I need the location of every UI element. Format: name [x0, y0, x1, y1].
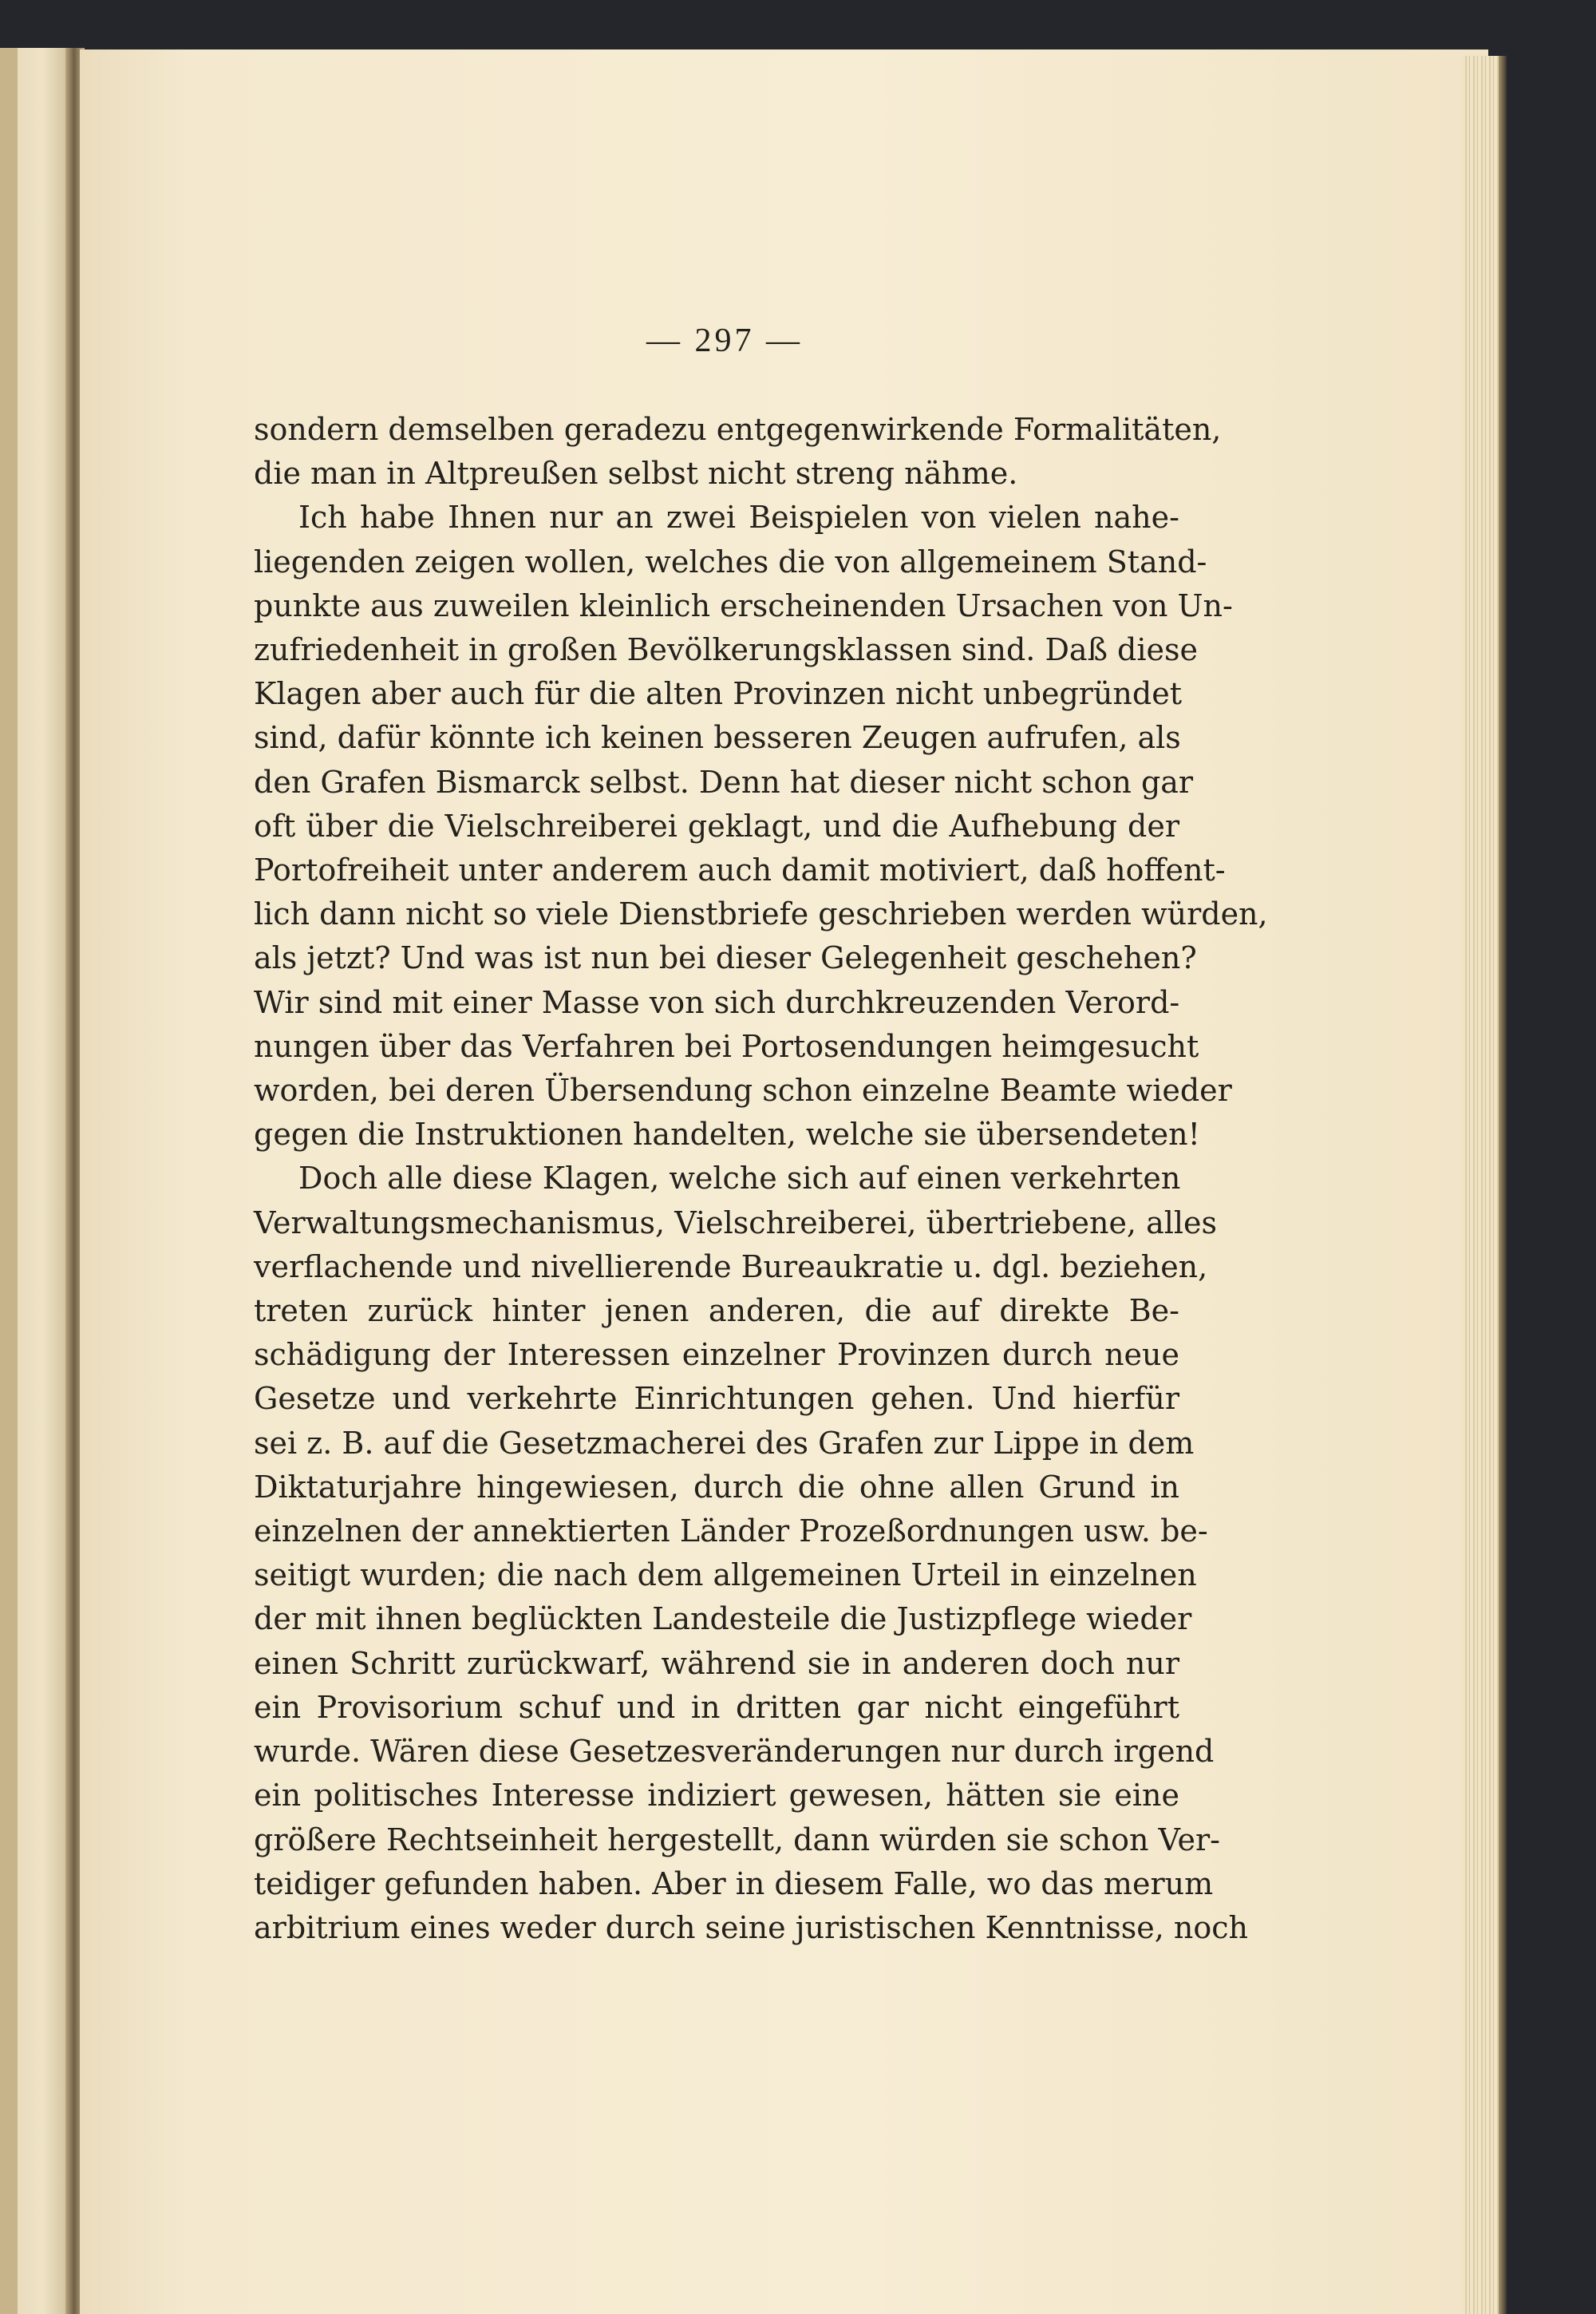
text-line: verflachende und nivellierende Bureaukratie u. dgl. beziehen, [254, 1248, 1208, 1284]
text-line: Ich habe Ihnen nur an zwei Beispielen von vielen nahe- [298, 500, 1179, 536]
text-line: ein politisches Interesse indiziert gewesen, hätten sie eine [254, 1778, 1179, 1814]
text-line: Doch alle diese Klagen, welche sich auf einen verkehrten [298, 1161, 1181, 1197]
page-edge-shadow [1499, 56, 1507, 2314]
text-line: punkte aus zuweilen kleinlich erscheinenden Ursachen von Un- [254, 587, 1233, 623]
text-line: als jetzt? Und was ist nun bei dieser Gelegenheit geschehen? [254, 940, 1197, 976]
text-line: größere Rechtseinheit hergestellt, dann würden sie schon Ver- [254, 1822, 1221, 1857]
text-line: einen Schritt zurückwarf, während sie in anderen doch nur [254, 1645, 1179, 1681]
paragraph [254, 1157, 1248, 1950]
text-line: schädigung der Interessen einzelner Provinzen durch neue [254, 1337, 1179, 1373]
text-line: liegenden zeigen wollen, welches die von allgemeinem Stand- [254, 544, 1207, 579]
text-line: seitigt wurden; die nach dem allgemeinen Urteil in einzelnen [254, 1557, 1197, 1593]
left-page-margin [0, 48, 18, 2314]
text-line: worden, bei deren Übersendung schon einzelne Beamte wieder [254, 1073, 1232, 1109]
text-line: ein Provisorium schuf und in dritten gar nicht eingeführt [254, 1689, 1179, 1725]
text-line: die man in Altpreußen selbst nicht streng nähme. [254, 456, 1018, 492]
text-line: lich dann nicht so viele Dienstbriefe geschrieben werden würden, [254, 896, 1268, 932]
text-line: treten zurück hinter jenen anderen, die auf direkte Be- [254, 1293, 1179, 1329]
text-line: nungen über das Verfahren bei Portosendungen heimgesucht [254, 1028, 1199, 1064]
text-line: Diktaturjahre hingewiesen, durch die ohne allen Grund in [254, 1469, 1179, 1505]
text-line: einzelnen der annektierten Länder Prozeßordnungen usw. be- [254, 1513, 1208, 1549]
paragraph [254, 496, 1268, 1157]
text-line: zufriedenheit in großen Bevölkerungsklassen sind. Daß diese [254, 632, 1199, 668]
text-line: wurde. Wären diese Gesetzesveränderungen nur durch irgend [254, 1734, 1215, 1770]
body-text [254, 408, 1268, 1950]
text-line: teidiger gefunden haben. Aber in diesem Falle, wo das merum [254, 1865, 1214, 1901]
page-stack-edges [1462, 56, 1502, 2314]
paragraph [254, 408, 1222, 496]
text-line: oft über die Vielschreiberei geklagt, und die Aufhebung der [254, 808, 1179, 844]
text-line: den Grafen Bismarck selbst. Denn hat dieser nicht schon gar [254, 764, 1194, 800]
text-line: sondern demselben geradezu entgegenwirkende Formalitäten, [254, 412, 1222, 447]
text-line: sei z. B. auf die Gesetzmacherei des Grafen zur Lippe in dem [254, 1425, 1195, 1461]
text-line: sind, dafür könnte ich keinen besseren Zeugen aufrufen, als [254, 720, 1181, 756]
page-number: — 297 — [646, 322, 803, 359]
text-line: gegen die Instruktionen handelten, welche sie übersendeten! [254, 1117, 1200, 1153]
text-line: Wir sind mit einer Masse von sich durchkreuzenden Verord- [254, 984, 1180, 1020]
text-line: der mit ihnen beglückten Landesteile die Justizpflege wieder [254, 1601, 1192, 1637]
text-line: Verwaltungsmechanismus, Vielschreiberei, übertriebene, alles [254, 1204, 1218, 1240]
text-line: Klagen aber auch für die alten Provinzen nicht unbegründet [254, 676, 1182, 712]
text-line: arbitrium eines weder durch seine juristischen Kenntnisse, noch [254, 1909, 1248, 1945]
page-text-block [254, 319, 1268, 1950]
text-line: Gesetze und verkehrte Einrichtungen gehen. Und hierfür [254, 1381, 1179, 1417]
text-line: Portofreiheit unter anderem auch damit motiviert, daß hoffent- [254, 852, 1226, 888]
